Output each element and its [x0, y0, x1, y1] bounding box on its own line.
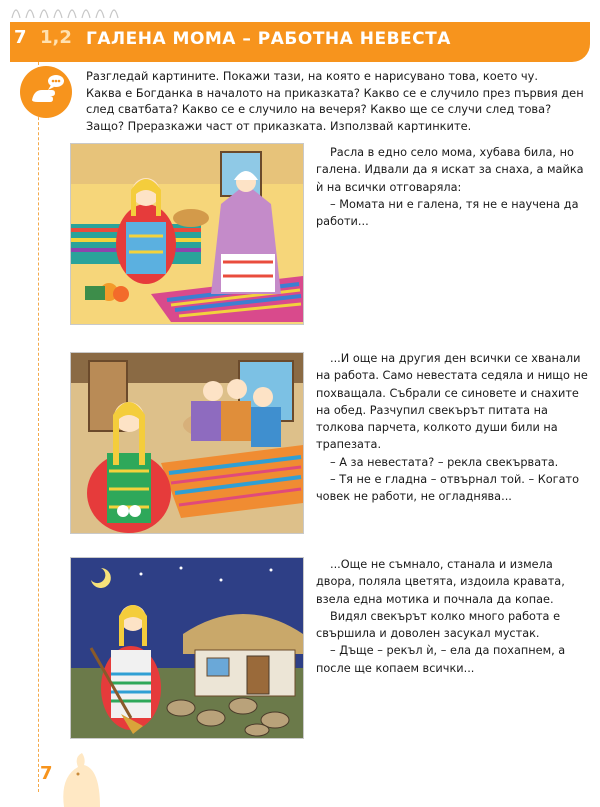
- illustration-girl-with-mother: [70, 143, 304, 325]
- page-number: 7: [40, 763, 53, 784]
- story-paragraph: – Тя не е гладна – отвърнал той. – Когато човек не работи, не огладнява...: [316, 473, 579, 504]
- illustration-girl-sweeping-yard: [70, 557, 304, 739]
- story-section-1: [316, 144, 588, 230]
- story-paragraph: – А за невестата? – рекла свекървата.: [330, 455, 559, 469]
- chapter-subnumber: 1,2: [40, 27, 72, 48]
- story-paragraph: – Момата ни е галена, тя не е научена да работи...: [316, 197, 579, 229]
- story-paragraph: Видял свекърът колко много работа е свършила и доволен засукал мустак.: [316, 609, 561, 641]
- story-section-2: [316, 350, 588, 506]
- binder-rings: [0, 0, 600, 24]
- margin-rule: [38, 62, 39, 792]
- chapter-number: 7: [14, 27, 27, 48]
- task-instructions: Разгледай картините. Покажи тази, на която е нарисувано това, което чу. Каква е Богданка в началото на приказката? Какво се е случило през първия ден след сватбата? Какво се е случило на вечеря? Какво ще се случи след това? Защо? Преразкажи част от приказката. Използвай картинките.: [86, 69, 584, 133]
- story-paragraph: Расла в едно село мома, хубава била, но галена. Идвали да я искат за снаха, а майка ѝ на всички отговаряла:: [316, 146, 584, 194]
- mascot-animal-icon: [56, 750, 106, 807]
- task-talk-icon: [18, 64, 74, 120]
- illustration-family-dinner: [70, 352, 304, 534]
- story-paragraph: – Дъще – рекъл ѝ, – ела да похапнем, а после ще копаем всички...: [316, 644, 566, 675]
- story-paragraph: ...Още не съмнало, станала и измела двора, поляла цветята, издоила кравата, взела една мотика и почнала да копае.: [316, 558, 565, 606]
- page-title: ГАЛЕНА МОМА – РАБОТНА НЕВЕСТА: [86, 29, 451, 49]
- story-section-3: [316, 556, 588, 677]
- story-paragraph: ...И още на другия ден всички се хванали на работа. Само невестата седяла и нищо не похващала. Събрали се синовете и снахите на обед. Разчупил свекърът питата на толкова парчета, колкото души били на трапезата.: [316, 352, 588, 452]
